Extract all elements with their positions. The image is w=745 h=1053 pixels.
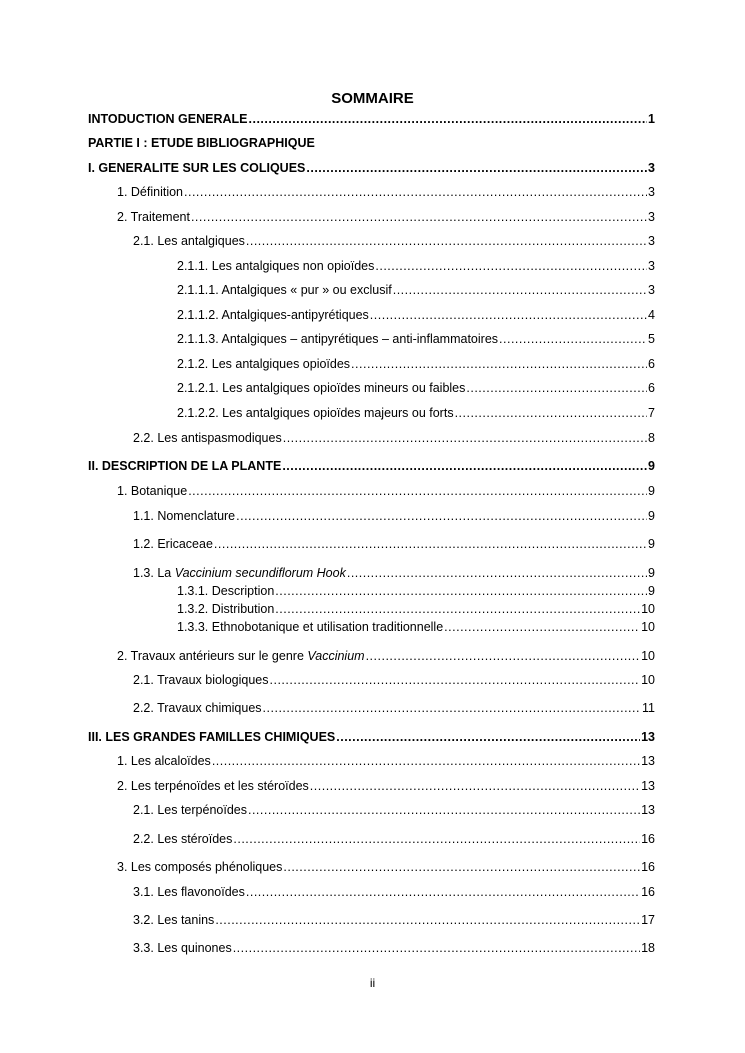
toc-entry-label: 2. Traitement — [117, 210, 190, 224]
toc-entry-label: 3.3. Les quinones — [133, 941, 232, 955]
toc-entry-label: 2.1. Les antalgiques — [133, 234, 245, 248]
toc-entry[interactable] — [177, 331, 655, 347]
toc-entry[interactable] — [177, 258, 655, 274]
toc-entry-label: 1. Botanique — [117, 484, 188, 498]
leader-dots — [249, 111, 648, 127]
toc-entry[interactable] — [133, 565, 655, 581]
toc-entry[interactable] — [117, 859, 655, 875]
leader-dots — [455, 405, 647, 421]
leader-dots — [191, 209, 647, 225]
toc-entry-label: 2.1. Travaux biologiques — [133, 673, 269, 687]
leader-dots — [336, 729, 640, 745]
leader-dots — [246, 884, 640, 900]
toc-entry-label: 1.3.1. Description — [177, 584, 275, 598]
toc-entry[interactable] — [88, 135, 655, 151]
leader-dots — [351, 356, 647, 372]
toc-page-number: 3 — [648, 185, 655, 199]
toc-entry-label: 2.1. Les terpénoïdes — [133, 803, 247, 817]
toc-page-number: 9 — [648, 484, 655, 498]
toc-page-number: 13 — [641, 803, 655, 817]
toc-entry[interactable] — [177, 307, 655, 323]
toc-entry-label: PARTIE I : ETUDE BIBLIOGRAPHIQUE — [88, 136, 315, 150]
toc-entry[interactable] — [133, 700, 655, 716]
toc-entry-label: 2.1.1. Les antalgiques non opioïdes — [177, 259, 375, 273]
toc-page-number: 6 — [648, 381, 655, 395]
page-number-footer: ii — [369, 976, 376, 990]
toc-entry[interactable] — [177, 583, 655, 599]
toc-page-number: 7 — [648, 406, 655, 420]
toc-page-number: 11 — [642, 701, 655, 715]
toc-entry[interactable] — [177, 601, 655, 617]
toc-page-number: 16 — [641, 885, 655, 899]
leader-dots — [263, 700, 641, 716]
leader-dots — [444, 619, 640, 635]
toc-page-number: 5 — [648, 332, 655, 346]
leader-dots — [275, 601, 640, 617]
toc-page-number: 9 — [648, 509, 655, 523]
toc-page-number: 10 — [641, 649, 655, 663]
toc-page-number: 13 — [641, 754, 655, 768]
toc-entry-label: 3.1. Les flavonoïdes — [133, 885, 245, 899]
toc-entry[interactable] — [88, 160, 655, 176]
toc-entry-label: 1.3. La Vaccinium secundiflorum Hook — [133, 566, 346, 580]
toc-entry-label: 2.2. Travaux chimiques — [133, 701, 262, 715]
toc-entry[interactable] — [133, 430, 655, 446]
toc-entry[interactable] — [117, 209, 655, 225]
toc-page-number: 13 — [641, 779, 655, 793]
toc-entry[interactable] — [117, 483, 655, 499]
leader-dots — [233, 831, 640, 847]
leader-dots — [393, 282, 647, 298]
leader-dots — [248, 802, 640, 818]
toc-entry-label: 2. Travaux antérieurs sur le genre Vaccinium — [117, 649, 365, 663]
leader-dots — [499, 331, 647, 347]
toc-entry[interactable] — [133, 912, 655, 928]
toc-page-number: 1 — [648, 112, 655, 126]
toc-page-number: 18 — [641, 941, 655, 955]
toc-page-number: 16 — [641, 860, 655, 874]
toc-entry[interactable] — [177, 405, 655, 421]
toc-entry[interactable] — [133, 508, 655, 524]
leader-dots — [282, 458, 647, 474]
toc-entry-label: 2.1.1.3. Antalgiques – antipyrétiques – anti-inflammatoires — [177, 332, 499, 346]
toc-page-number: 9 — [648, 537, 655, 551]
toc-entry-label: 1.1. Nomenclature — [133, 509, 236, 523]
toc-entry[interactable] — [133, 672, 655, 688]
toc-entry[interactable] — [88, 458, 655, 474]
toc-entry[interactable] — [117, 648, 655, 664]
toc-page-number: 9 — [648, 584, 655, 598]
page-title: SOMMAIRE — [331, 90, 414, 107]
toc-page-number: 6 — [648, 357, 655, 371]
toc-entry-label: 3.2. Les tanins — [133, 913, 215, 927]
leader-dots — [236, 508, 647, 524]
toc-entry-label: III. LES GRANDES FAMILLES CHIMIQUES — [88, 730, 336, 744]
leader-dots — [306, 160, 647, 176]
toc-entry[interactable] — [133, 233, 655, 249]
toc-entry-label: 2.2. Les stéroïdes — [133, 832, 233, 846]
toc-entry[interactable] — [133, 884, 655, 900]
toc-page-number: 10 — [641, 602, 655, 616]
toc-entry-label: 1. Définition — [117, 185, 184, 199]
toc-entry-label: 2.1.2. Les antalgiques opioïdes — [177, 357, 351, 371]
leader-dots — [184, 184, 647, 200]
toc-entry[interactable] — [133, 536, 655, 552]
toc-entry[interactable] — [117, 184, 655, 200]
toc-entry-label: 3. Les composés phénoliques — [117, 860, 283, 874]
toc-page-number: 10 — [641, 620, 655, 634]
leader-dots — [283, 859, 640, 875]
toc-page-number: 17 — [641, 913, 655, 927]
toc-entry[interactable] — [177, 356, 655, 372]
toc-page-number: 8 — [648, 431, 655, 445]
toc-entry-label: 2.1.2.1. Les antalgiques opioïdes mineurs ou faibles — [177, 381, 466, 395]
toc-entry-label: 1. Les alcaloïdes — [117, 754, 211, 768]
toc-page-number: 3 — [648, 259, 655, 273]
leader-dots — [214, 536, 647, 552]
toc-page-number: 4 — [648, 308, 655, 322]
toc-entry[interactable] — [133, 831, 655, 847]
toc-page-number: 13 — [641, 730, 655, 744]
toc-entry-label: 1.3.3. Ethnobotanique et utilisation traditionnelle — [177, 620, 444, 634]
toc-entry-label: 1.2. Ericaceae — [133, 537, 213, 551]
leader-dots — [275, 583, 647, 599]
toc-entry[interactable] — [117, 778, 655, 794]
toc-page-number: 16 — [641, 832, 655, 846]
leader-dots — [370, 307, 647, 323]
toc-entry[interactable] — [88, 111, 655, 127]
toc-entry[interactable] — [133, 802, 655, 818]
toc-entry-label: 2. Les terpénoïdes et les stéroïdes — [117, 779, 309, 793]
toc-page-number: 3 — [648, 283, 655, 297]
leader-dots — [347, 565, 647, 581]
toc-page-number: 3 — [648, 161, 655, 175]
leader-dots — [246, 233, 647, 249]
toc-page-number: 3 — [648, 234, 655, 248]
leader-dots — [466, 380, 647, 396]
toc-entry[interactable] — [177, 282, 655, 298]
toc-page-number: 9 — [648, 459, 655, 473]
toc-entry-label: I. GENERALITE SUR LES COLIQUES — [88, 161, 306, 175]
toc-entry-label: 1.3.2. Distribution — [177, 602, 275, 616]
toc-entry-label: 2.2. Les antispasmodiques — [133, 431, 282, 445]
toc-page-number: 3 — [648, 210, 655, 224]
toc-entry-label: INTODUCTION GENERALE — [88, 112, 248, 126]
toc-page-number: 10 — [641, 673, 655, 687]
leader-dots — [375, 258, 647, 274]
toc-entry[interactable] — [177, 380, 655, 396]
toc-entry[interactable] — [117, 753, 655, 769]
leader-dots — [270, 672, 641, 688]
leader-dots — [283, 430, 647, 446]
toc-entry[interactable] — [177, 619, 655, 635]
toc-entry[interactable] — [133, 940, 655, 956]
toc-page-number: 9 — [648, 566, 655, 580]
leader-dots — [310, 778, 640, 794]
toc-entry-label: 2.1.1.1. Antalgiques « pur » ou exclusif — [177, 283, 392, 297]
toc-entry-label: II. DESCRIPTION DE LA PLANTE — [88, 459, 282, 473]
leader-dots — [212, 753, 640, 769]
leader-dots — [366, 648, 641, 664]
toc-entry[interactable] — [88, 729, 655, 745]
leader-dots — [188, 483, 647, 499]
toc-entry-label: 2.1.1.2. Antalgiques-antipyrétiques — [177, 308, 369, 322]
leader-dots — [233, 940, 640, 956]
toc-entry-label: 2.1.2.2. Les antalgiques opioïdes majeurs ou forts — [177, 406, 454, 420]
leader-dots — [215, 912, 640, 928]
